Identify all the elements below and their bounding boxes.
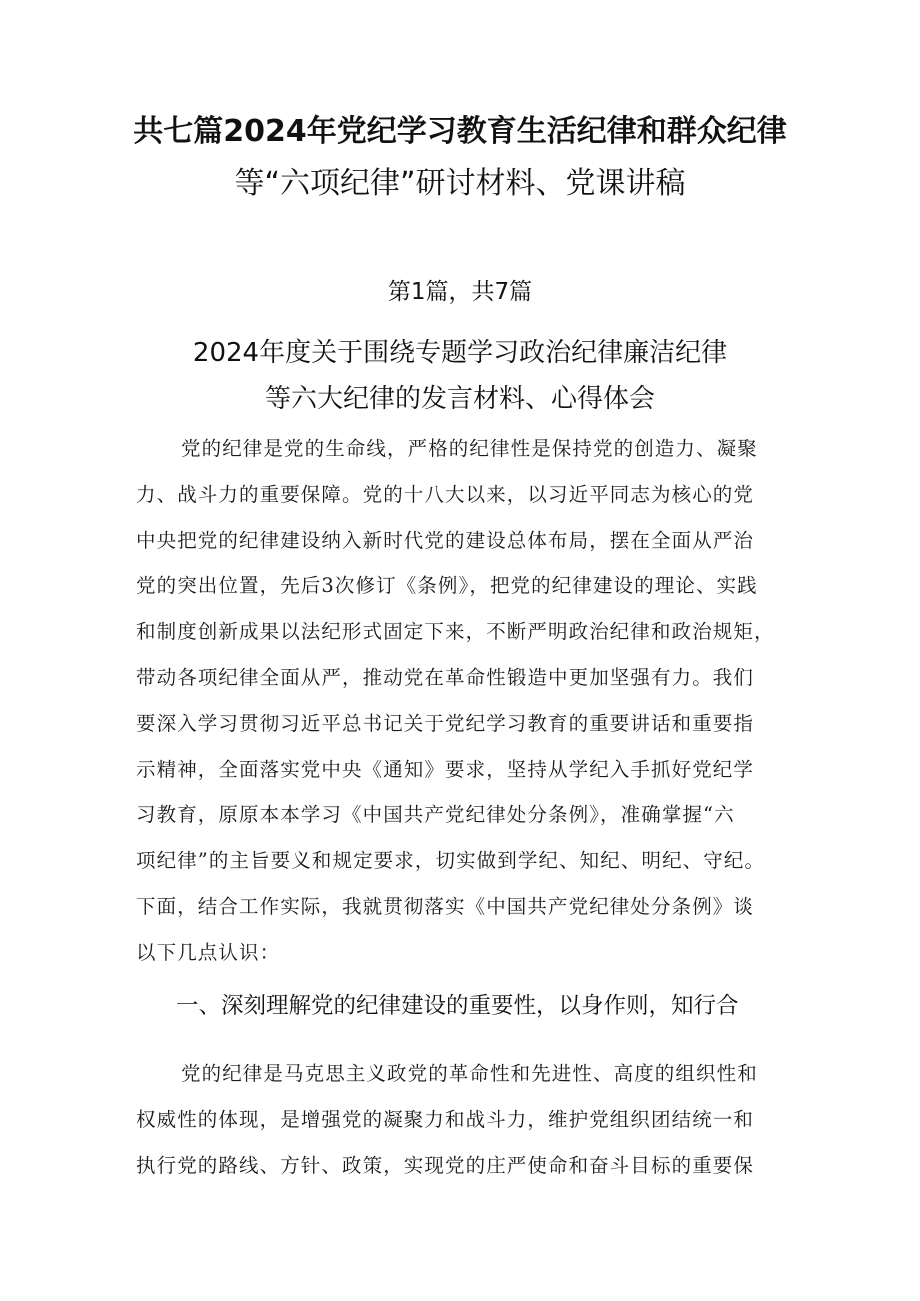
document-title-line-1: 共七篇2024年党纪学习教育生活纪律和群众纪律 [133,114,787,149]
paragraph-line: 习教育，原原本本学习《中国共产党纪律处分条例》，准确掌握“六 [136,803,735,827]
document-title [0,106,920,210]
paragraph-line: 以下几点认识： [136,940,281,964]
paragraph-line: 党的突出位置，先后3次修订《条例》，把党的纪律建设的理论、实践 [136,574,758,598]
section-1-heading: 一、深刻理解党的纪律建设的重要性，以身作则，知行合 [176,993,739,1019]
paragraph-1 [136,426,796,976]
paragraph-line: 项纪律”的主旨要义和规定要求，切实做到学纪、知纪、明纪、守纪。 [136,849,766,873]
paragraph-2 [136,1051,796,1188]
document-title-line-2: 等“六项纪律”研讨材料、党课讲稿 [234,166,686,201]
paragraph-line: 和制度创新成果以法纪形式固定下来，不断严明政治纪律和政治规矩， [136,620,775,644]
article-number: 第1篇，共7篇 [387,279,533,305]
paragraph-line: 下面，结合工作实际，我就贯彻落实《中国共产党纪律处分条例》谈 [136,894,755,918]
paragraph-line: 示精神，全面落实党中央《通知》要求，坚持从学纪入手抓好党纪学 [136,757,755,781]
paragraph-line: 力、战斗力的重要保障。党的十八大以来，以习近平同志为核心的党 [136,482,755,506]
paragraph-line: 执行党的路线、方针、政策，实现党的庄严使命和奋斗目标的重要保 [136,1153,755,1177]
paragraph-line: 带动各项纪律全面从严，推动党在革命性锻造中更加坚强有力。我们 [136,665,755,689]
article-title-line-2: 等六大纪律的发言材料、心得体会 [264,384,655,414]
paragraph-line: 要深入学习贯彻习近平总书记关于党纪学习教育的重要讲话和重要指 [136,711,755,735]
article-title [0,330,920,422]
paragraph-line: 中央把党的纪律建设纳入新时代党的建设总体布局，摆在全面从严治 [136,528,755,552]
article-title-line-1: 2024年度关于围绕专题学习政治纪律廉洁纪律 [192,338,728,368]
paragraph-line: 党的纪律是马克思主义政党的革命性和先进性、高度的组织性和 [181,1062,758,1085]
paragraph-line: 党的纪律是党的生命线，严格的纪律性是保持党的创造力、凝聚 [181,437,758,460]
paragraph-line: 权威性的体现，是增强党的凝聚力和战斗力，维护党组织团结统一和 [136,1107,755,1131]
